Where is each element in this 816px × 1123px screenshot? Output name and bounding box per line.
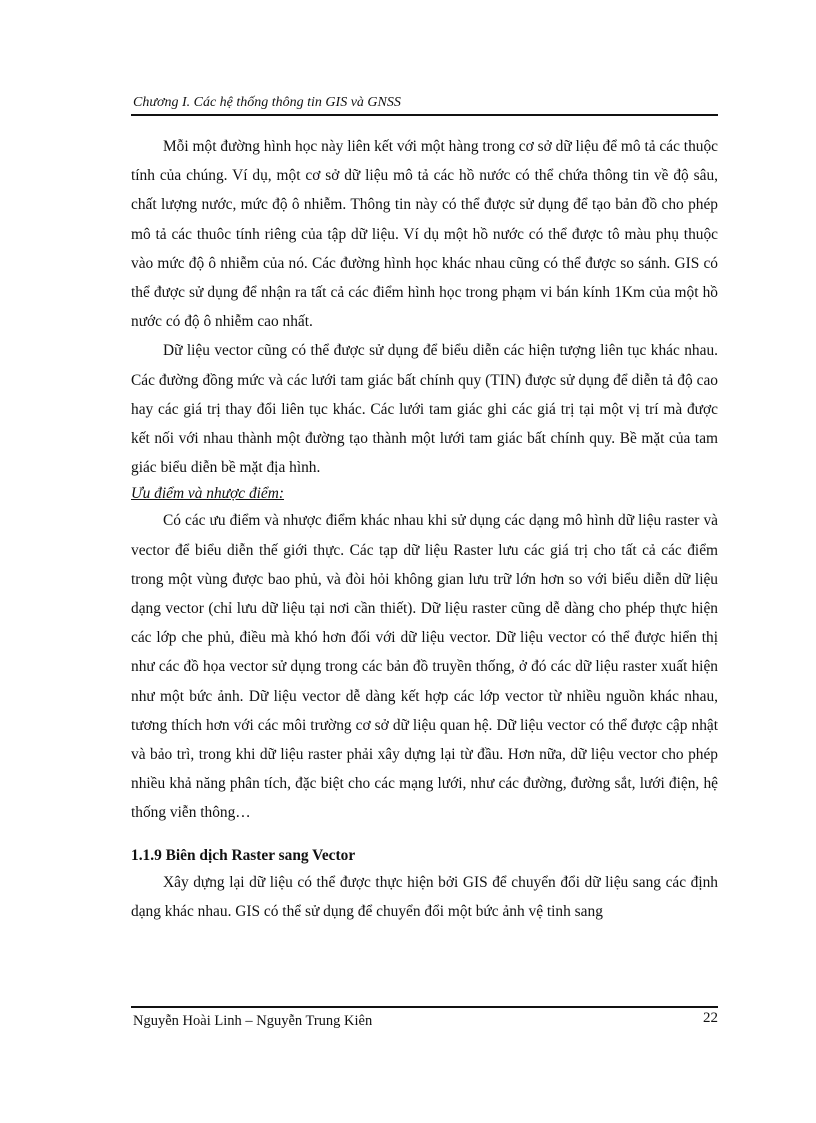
footer-divider [131,1006,718,1008]
page-body [131,132,718,926]
running-header: Chương I. Các hệ thống thông tin GIS và GNSS [133,95,401,110]
body-paragraph: Xây dựng lại dữ liệu có thể được thực hiện bởi GIS để chuyển đổi dữ liệu sang các định dạng khác nhau. GIS có thể sử dụng để chuyển đổi một bức ảnh vệ tinh sang [131,873,718,920]
subheading: Ưu điểm và nhược điểm: [131,485,285,503]
header-divider [131,114,718,116]
section-heading: 1.1.9 Biên dịch Raster sang Vector [131,846,356,864]
footer-authors: Nguyễn Hoài Linh – Nguyễn Trung Kiên [133,1013,373,1029]
body-paragraph: Mỗi một đường hình học này liên kết với một hàng trong cơ sở dữ liệu để mô tả các thuộc tính của chúng. Ví dụ, một cơ sở dữ liệu mô tả các hồ nước có thể chứa thông tin về độ sâu, chất lượng nước, mức độ ô nhiễm. Thông tin này có thể được sử dụng để tạo bản đồ cho phép mô tả các thuôc tính riêng của tập dữ liệu. Ví dụ một hồ nước có thể được tô màu phụ thuộc vào mức độ ô nhiễm của nó. Các đường hình học khác nhau cũng có thể được so sánh. GIS có thể được sử dụng để nhận ra tất cả các điểm hình học trong phạm vi bán kính 1Km của một hồ nước có độ ô nhiễm cao nhất. [131,138,718,331]
body-paragraph: Dữ liệu vector cũng có thể được sử dụng để biểu diễn các hiện tượng liên tục khác nhau. Các đường đồng mức và các lưới tam giác bất chính quy (TIN) được sử dụng để diễn tả độ cao hay các giá trị thay đổi liên tục khác. Các lưới tam giác ghi các giá trị tại một vị trí mà được kết nối với nhau thành một đường tạo thành một lưới tam giác bất chính quy. Bề mặt của tam giác biểu diễn bề mặt địa hình. [131,342,718,477]
body-paragraph: Có các ưu điểm và nhược điểm khác nhau khi sử dụng các dạng mô hình dữ liệu raster và vector để biểu diễn thế giới thực. Các tạp dữ liệu Raster lưu các giá trị cho tất cả các điểm trong một vùng được bao phủ, và đòi hỏi không gian lưu trữ lớn hơn so với biểu diễn dữ liệu dạng vector (chỉ lưu dữ liệu tại nơi cần thiết). Dữ liệu raster cũng dễ dàng cho phép thực hiện các lớp che phủ, điều mà khó hơn đối với dữ liệu vector. Dữ liệu vector có thể được hiển thị như các đồ họa vector sử dụng trong các bản đồ truyền thống, ở đó các dữ liệu raster xuất hiện như một bức ảnh. Dữ liệu vector dễ dàng kết hợp các lớp vector từ nhiều nguồn khác nhau, tương thích hơn với các môi trường cơ sở dữ liệu quan hệ. Dữ liệu vector có thể được cập nhật và bảo trì, trong khi dữ liệu raster phải xây dựng lại từ đầu. Hơn nữa, dữ liệu vector cho phép nhiều khả năng phân tích, đặc biệt cho các mạng lưới, như các đường, đường sắt, lưới điện, hệ thống viễn thông… [131,512,718,822]
page-number: 22 [703,1010,718,1026]
